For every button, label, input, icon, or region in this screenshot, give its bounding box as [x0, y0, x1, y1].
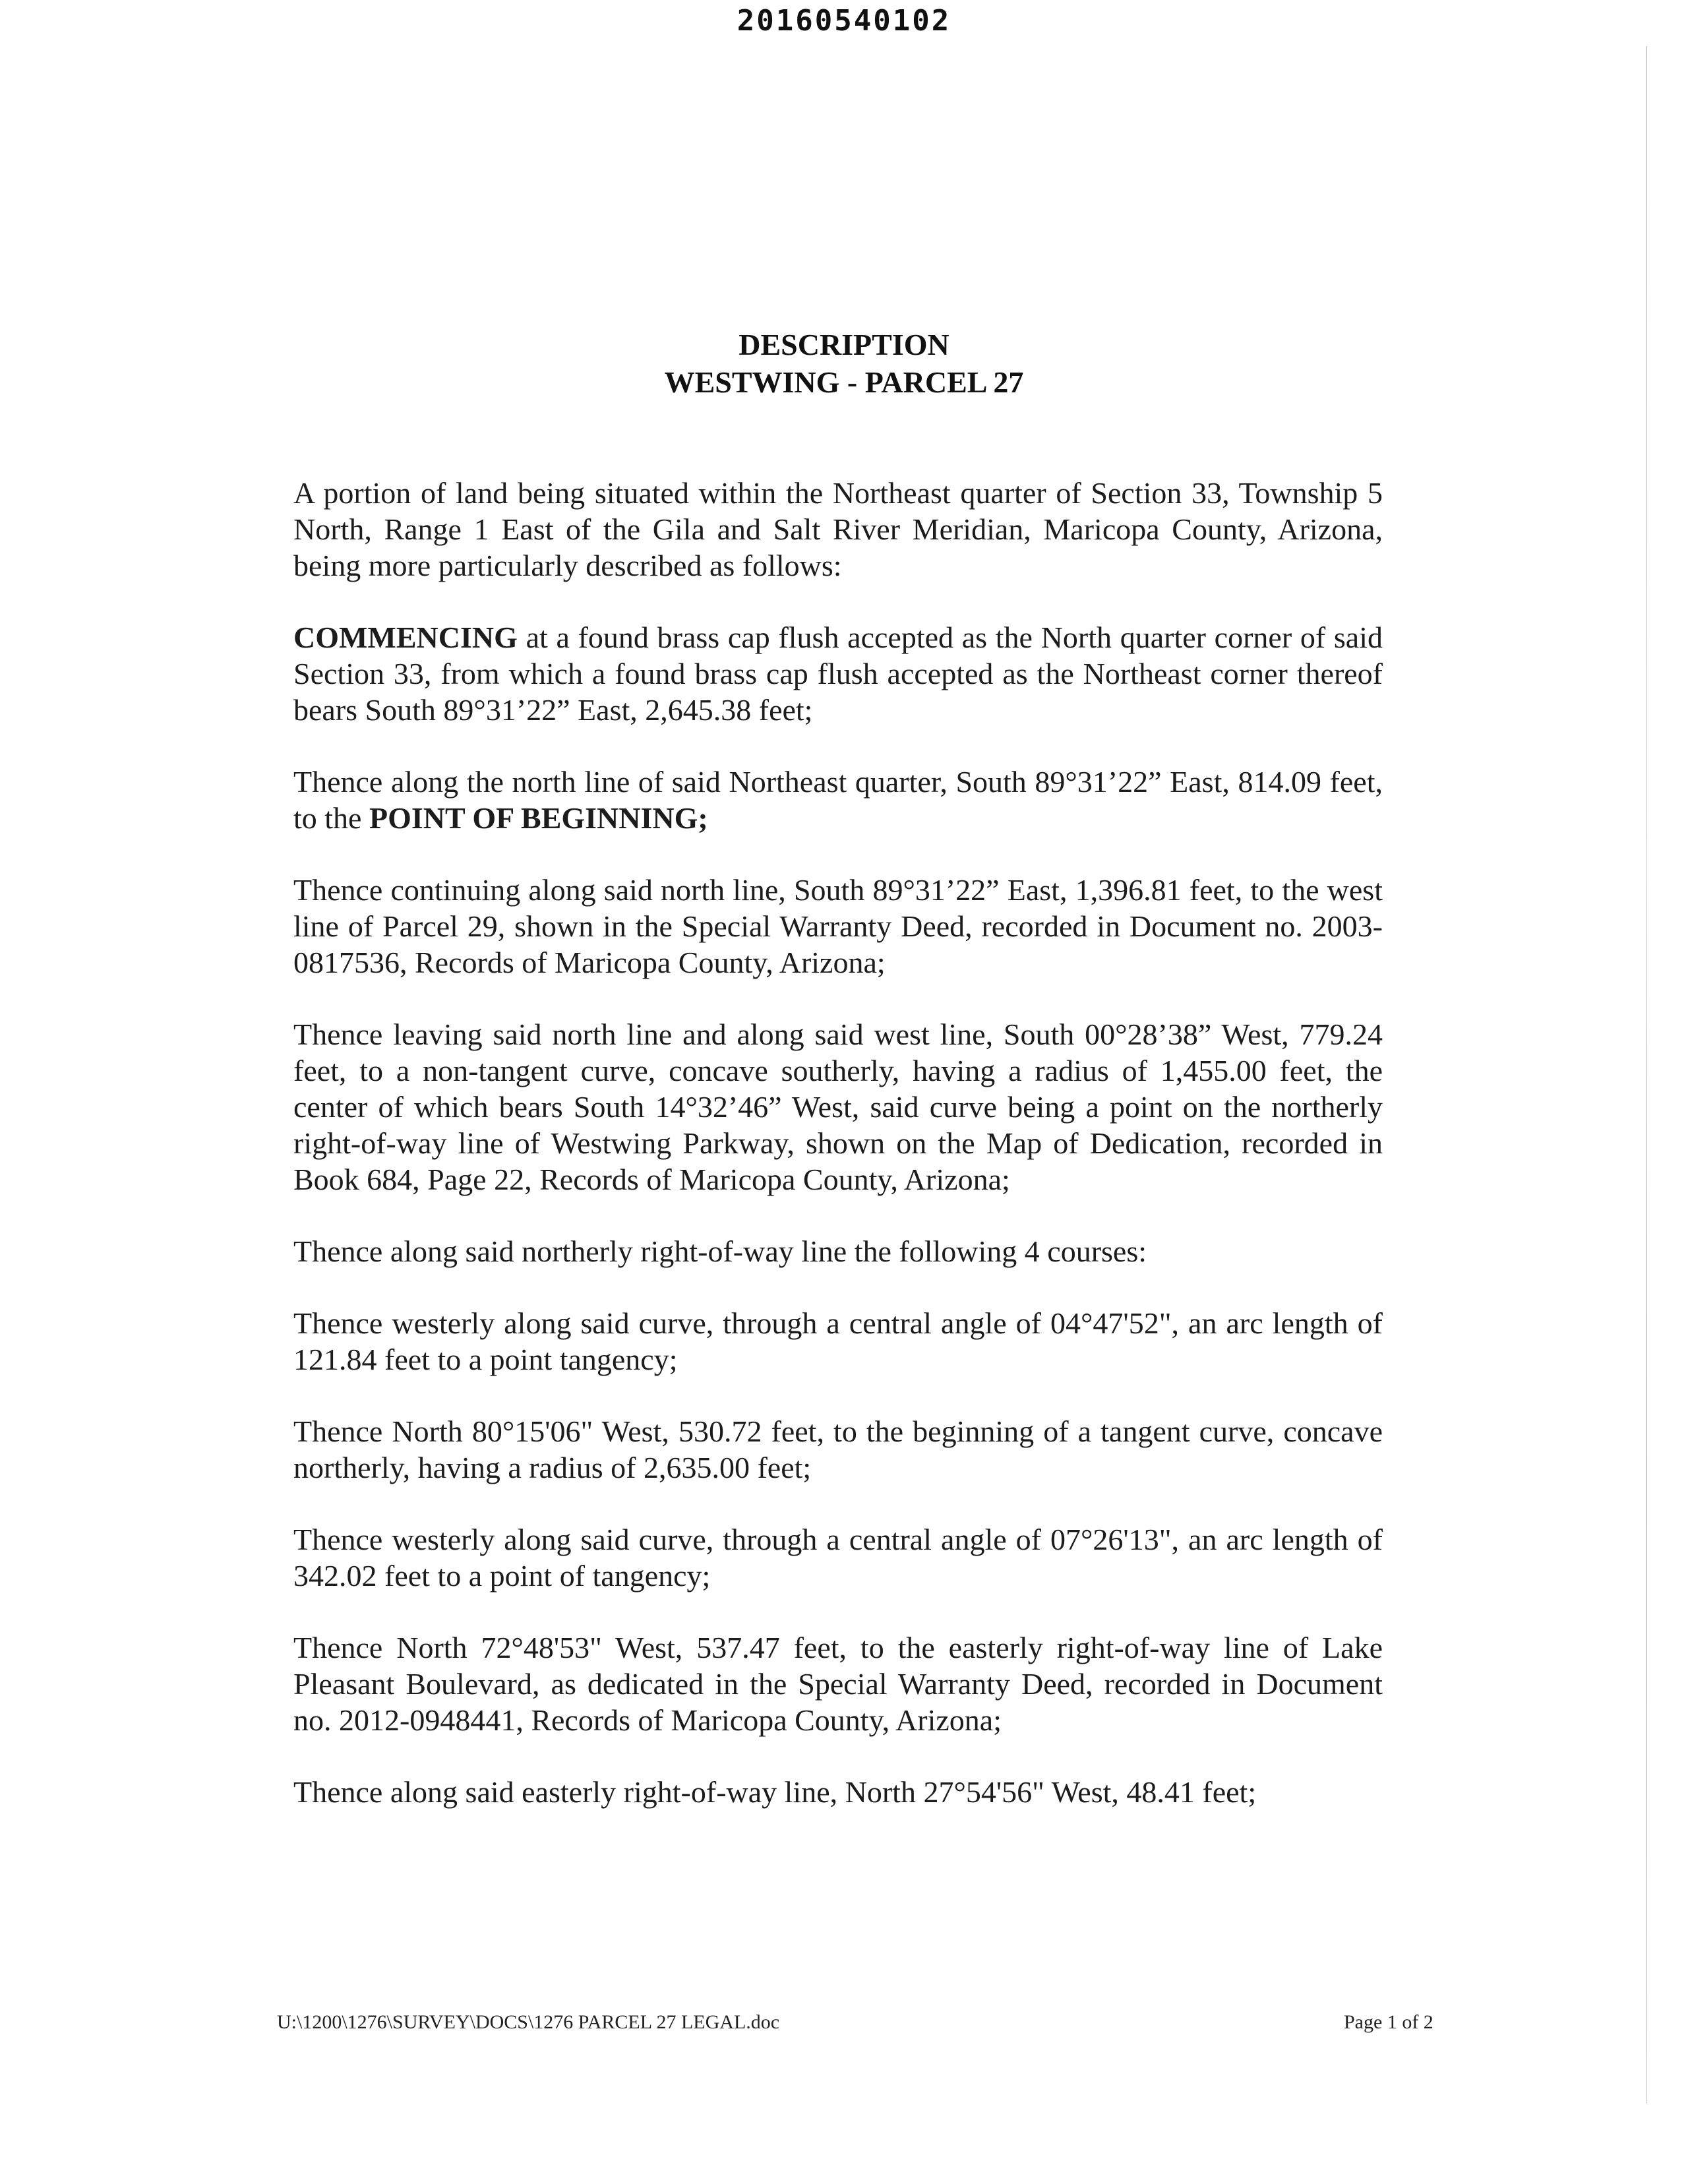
- paragraph-course-6: Thence North 72°48'53" West, 537.47 feet, to the easterly right-of-way line of Lake Pleasant Boulevard, as dedicated in the Special Warranty Deed, recorded in Document no. 2012-0948441, Records of Maricopa County, Arizona;: [293, 1631, 1383, 1737]
- paragraph-courses-intro: Thence along said northerly right-of-way line the following 4 courses:: [293, 1234, 1147, 1268]
- paragraph-commencing: [293, 619, 1383, 728]
- document-title: DESCRIPTION: [738, 328, 950, 361]
- paragraph-point-of-beginning: [293, 764, 1383, 836]
- commencing-text: at a found brass cap flush accepted as the North quarter corner of said Section 33, from which a found brass cap flush accepted as the Northeast corner thereof bears South 89°31’22” East, 2,645.38 feet;: [293, 621, 1383, 727]
- pob-text: Thence along the north line of said Northeast quarter, South 89°31’22” East, 814.09 feet, to the: [293, 765, 1383, 835]
- scan-edge-line: [1646, 46, 1647, 2104]
- paragraph-course-5: Thence westerly along said curve, through a central angle of 07°26'13", an arc length of 342.02 feet to a point of tangency;: [293, 1523, 1383, 1592]
- paragraph-course-7: Thence along said easterly right-of-way line, North 27°54'56" West, 48.41 feet;: [293, 1775, 1257, 1809]
- paragraph-course-2: Thence leaving said north line and along said west line, South 00°28’38” West, 779.24 feet, to a non-tangent curve, concave southerly, having a radius of 1,455.00 feet, the center of which bears South 14°32’46” West, said curve being a point on the northerly right-of-way line of Westwing Parkway, shown on the Map of Dedication, recorded in Book 684, Page 22, Records of Maricopa County, Arizona;: [293, 1017, 1383, 1196]
- footer-file-path: U:\1200\1276\SURVEY\DOCS\1276 PARCEL 27 LEGAL.doc: [277, 2011, 780, 2033]
- commencing-label: COMMENCING: [293, 621, 518, 654]
- document-subtitle: WESTWING - PARCEL 27: [664, 365, 1024, 399]
- pob-label: POINT OF BEGINNING;: [369, 801, 708, 835]
- record-number: 20160540102: [737, 4, 951, 38]
- paragraph-intro: A portion of land being situated within the Northeast quarter of Section 33, Township 5 North, Range 1 East of the Gila and Salt River Meridian, Maricopa County, Arizona, being more particularly described as follows:: [293, 476, 1383, 582]
- paragraph-course-3: Thence westerly along said curve, through a central angle of 04°47'52", an arc length of 121.84 feet to a point tangency;: [293, 1306, 1383, 1376]
- paragraph-course-1: Thence continuing along said north line, South 89°31’22” East, 1,396.81 feet, to the west line of Parcel 29, shown in the Special Warranty Deed, recorded in Document no. 2003-0817536, Records of Maricopa County, Arizona;: [293, 873, 1383, 979]
- legal-description-body: [293, 475, 1383, 1846]
- footer-page-number: Page 1 of 2: [1344, 2011, 1433, 2033]
- paragraph-course-4: Thence North 80°15'06" West, 530.72 feet, to the beginning of a tangent curve, concave northerly, having a radius of 2,635.00 feet;: [293, 1414, 1383, 1484]
